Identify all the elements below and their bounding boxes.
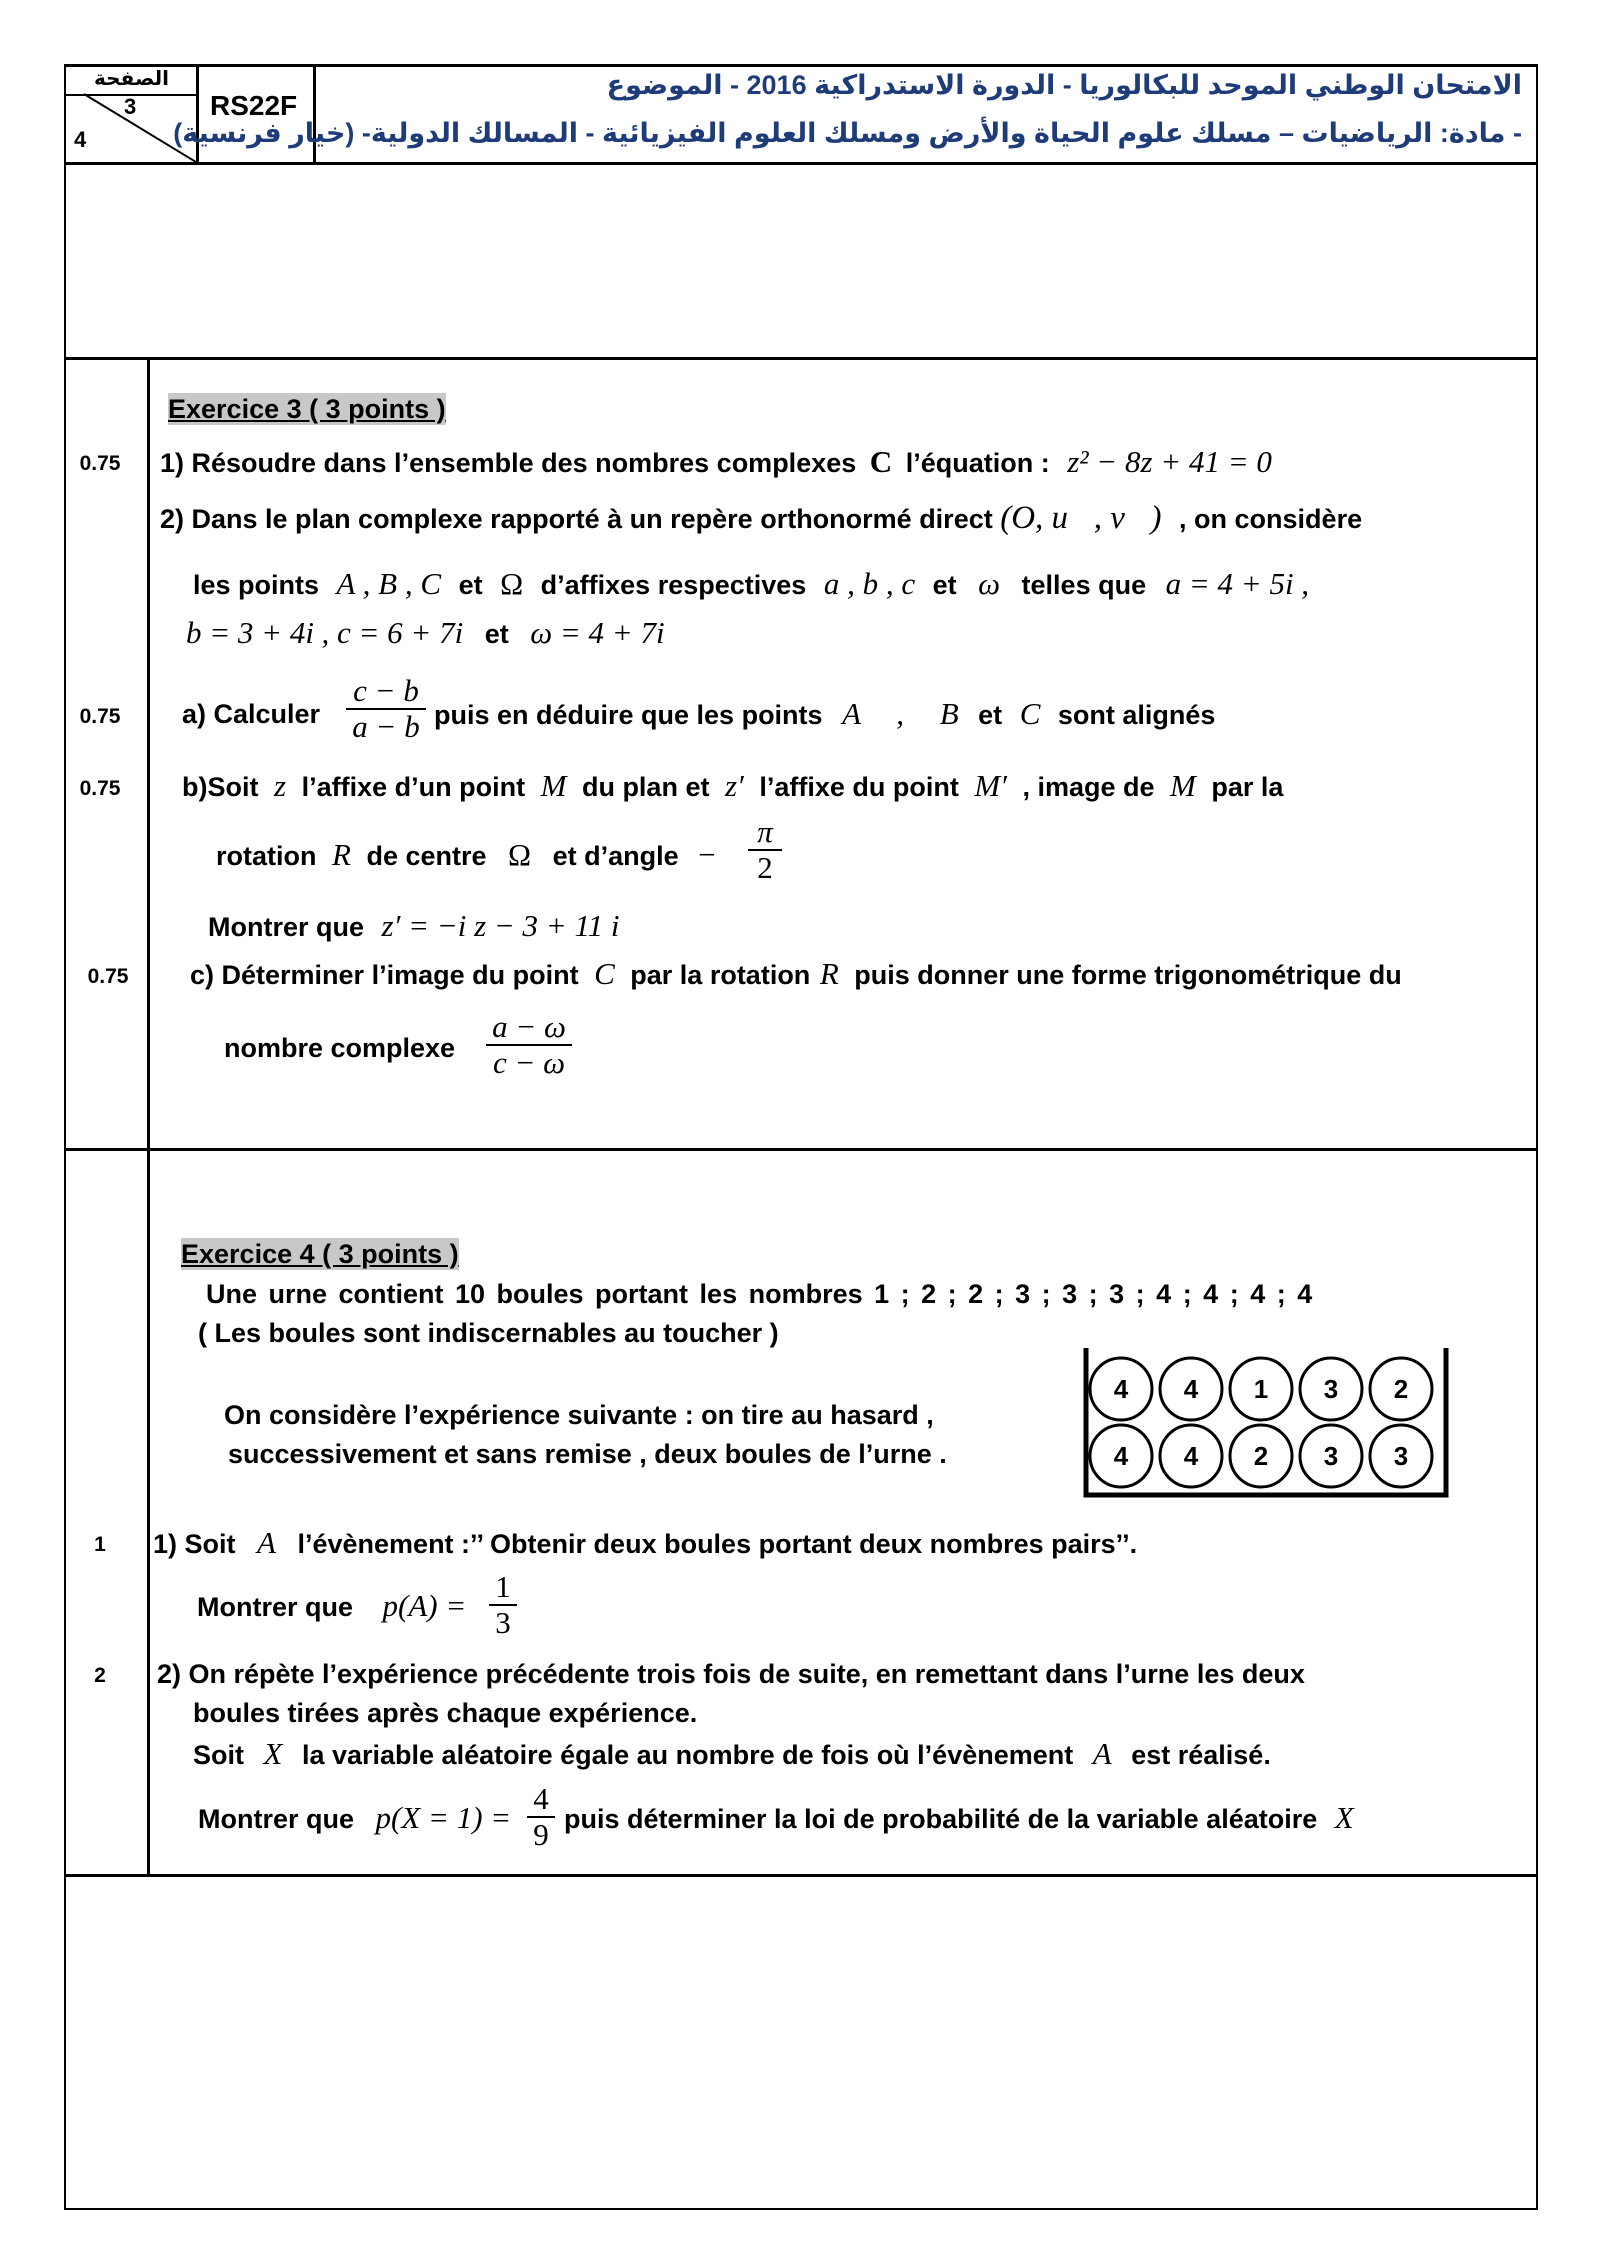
- ex3-qb-line2: rotation R de centre Ω et d’angle −: [216, 837, 716, 872]
- urn-bottom-ball-label: 3: [1323, 1441, 1339, 1471]
- header-title-line2: - مادة: الرياضيات – مسلك علوم الحياة والأرض ومسلك العلوم الفيزيائية - المسالك الدولية- (خيار فرنسية): [173, 118, 1522, 148]
- urn-bottom-ball-label: 4: [1113, 1441, 1129, 1471]
- points-column-divider: [147, 357, 150, 1875]
- page-total: 4: [74, 127, 87, 152]
- header-divider-2: [313, 64, 316, 164]
- ex4-q2-fraction: $\frac{4}{9}$: [527, 1782, 555, 1852]
- ex3-qa-fraction: $\frac{c - b}{a - b}$: [346, 674, 426, 744]
- ex4-points-q2: 2: [94, 1664, 106, 1687]
- ex3-points-qc: 0.75: [87, 965, 129, 988]
- urn-top-ball-label: 4: [1183, 1374, 1199, 1404]
- ex3-q2-values-line: b = 3 + 4i , c = 6 + 7i et ω = 4 + 7i: [186, 615, 665, 650]
- page-number: 3: [124, 94, 137, 119]
- ex3-qa-tail: puis en déduire que les points A , B et C sont alignés: [434, 696, 1216, 731]
- header-top-rule: [64, 64, 1538, 67]
- ex3-qc-line1: c) Déterminer l’image du point C par la rotation R puis donner une forme trigonométrique du: [190, 956, 1402, 991]
- header-bottom-rule: [64, 162, 1538, 165]
- urn-bottom-ball-label: 2: [1253, 1441, 1269, 1471]
- urn-balls-top-row: [1090, 1358, 1432, 1420]
- urn-top-ball-label: 1: [1253, 1374, 1269, 1404]
- ex3-q2-text: 2) Dans le plan complexe rapporté à un repère orthonormé direct (O, u⃗, v⃗) , on considère: [160, 500, 1363, 536]
- ex4-experiment-line2: successivement et sans remise , deux boules de l’urne .: [228, 1439, 947, 1469]
- ex3-qa-label: a) Calculer: [182, 699, 321, 729]
- urn-top-ball-label: 2: [1393, 1374, 1409, 1404]
- ex3-qb-line3: Montrer que z′ = −i z − 3 + 11 i: [208, 908, 620, 943]
- urn-illustration: [1076, 1340, 1456, 1500]
- ex4-q1-line1: 1) Soit A l’évènement :’’ Obtenir deux boules portant deux nombres pairs’’.: [153, 1525, 1138, 1560]
- section-rule-2: [64, 1148, 1538, 1151]
- page-label: الصفحة: [94, 68, 170, 90]
- section-rule-1: [64, 357, 1538, 360]
- ex3-qb-line1: b)Soit z l’affixe d’un point M du plan et z′ l’affixe du point M′ , image de M par la: [182, 768, 1284, 803]
- ex3-q1-text: 1) Résoudre dans l’ensemble des nombres complexes C l’équation : z² − 8z + 41 = 0: [160, 444, 1272, 479]
- ex4-q2-line2: boules tirées après chaque expérience.: [193, 1698, 698, 1728]
- header-divider-1: [196, 64, 199, 164]
- ex3-points-q1: 0.75: [79, 452, 121, 475]
- ex3-points-qa: 0.75: [79, 705, 121, 728]
- ex4-q2-line3: Soit X la variable aléatoire égale au nombre de fois où l’évènement A est réalisé.: [193, 1736, 1271, 1771]
- ex4-title: Exercice 4 ( 3 points ): [181, 1239, 459, 1269]
- ex4-experiment-line1: On considère l’expérience suivante : on tire au hasard ,: [224, 1400, 934, 1430]
- page-frame: [64, 64, 1538, 2210]
- subject-code: RS22F: [210, 90, 298, 121]
- ex3-title: Exercice 3 ( 3 points ): [168, 394, 446, 424]
- urn-balls-bottom-row: [1090, 1425, 1432, 1487]
- ex4-q2-line4: Montrer que p(X = 1) =: [198, 1800, 512, 1835]
- ex3-qb-angle-fraction: $\frac{\pi}{2}$: [748, 815, 782, 885]
- section-rule-3: [64, 1874, 1538, 1877]
- ex3-points-qb: 0.75: [79, 777, 121, 800]
- urn-top-ball-label: 3: [1323, 1374, 1339, 1404]
- ex4-intro-line1: Une urne contient 10 boules portant les nombres 1 ; 2 ; 2 ; 3 ; 3 ; 3 ; 4 ; 4 ; 4 ; 4: [206, 1279, 1313, 1309]
- ex4-q1-line2: Montrer que p(A) =: [197, 1588, 467, 1623]
- ex3-q2-points-line: les points A , B , C et Ω d’affixes respectives a , b , c et ω telles que a = 4 + 5i ,: [193, 566, 1310, 601]
- ex3-qc-fraction: $\frac{a - \omega}{c - \omega}$: [486, 1010, 572, 1080]
- ex4-points-q1: 1: [94, 1533, 106, 1556]
- urn-bottom-ball-label: 4: [1183, 1441, 1199, 1471]
- urn-bottom-ball-label: 3: [1393, 1441, 1409, 1471]
- ex4-q2-line1: 2) On répète l’expérience précédente trois fois de suite, en remettant dans l’urne les deux: [157, 1659, 1305, 1689]
- ex4-q2-line4-tail: puis déterminer la loi de probabilité de la variable aléatoire X: [564, 1800, 1354, 1835]
- header-title-line1: الامتحان الوطني الموحد للبكالوريا - الدورة الاستدراكية 2016 - الموضوع: [606, 70, 1522, 100]
- ex4-intro-line2: ( Les boules sont indiscernables au toucher ): [198, 1318, 779, 1348]
- ex3-qc-line2: nombre complexe: [224, 1033, 456, 1063]
- urn-top-ball-label: 4: [1113, 1374, 1129, 1404]
- ex4-q1-fraction: $\frac{1}{3}$: [489, 1570, 517, 1640]
